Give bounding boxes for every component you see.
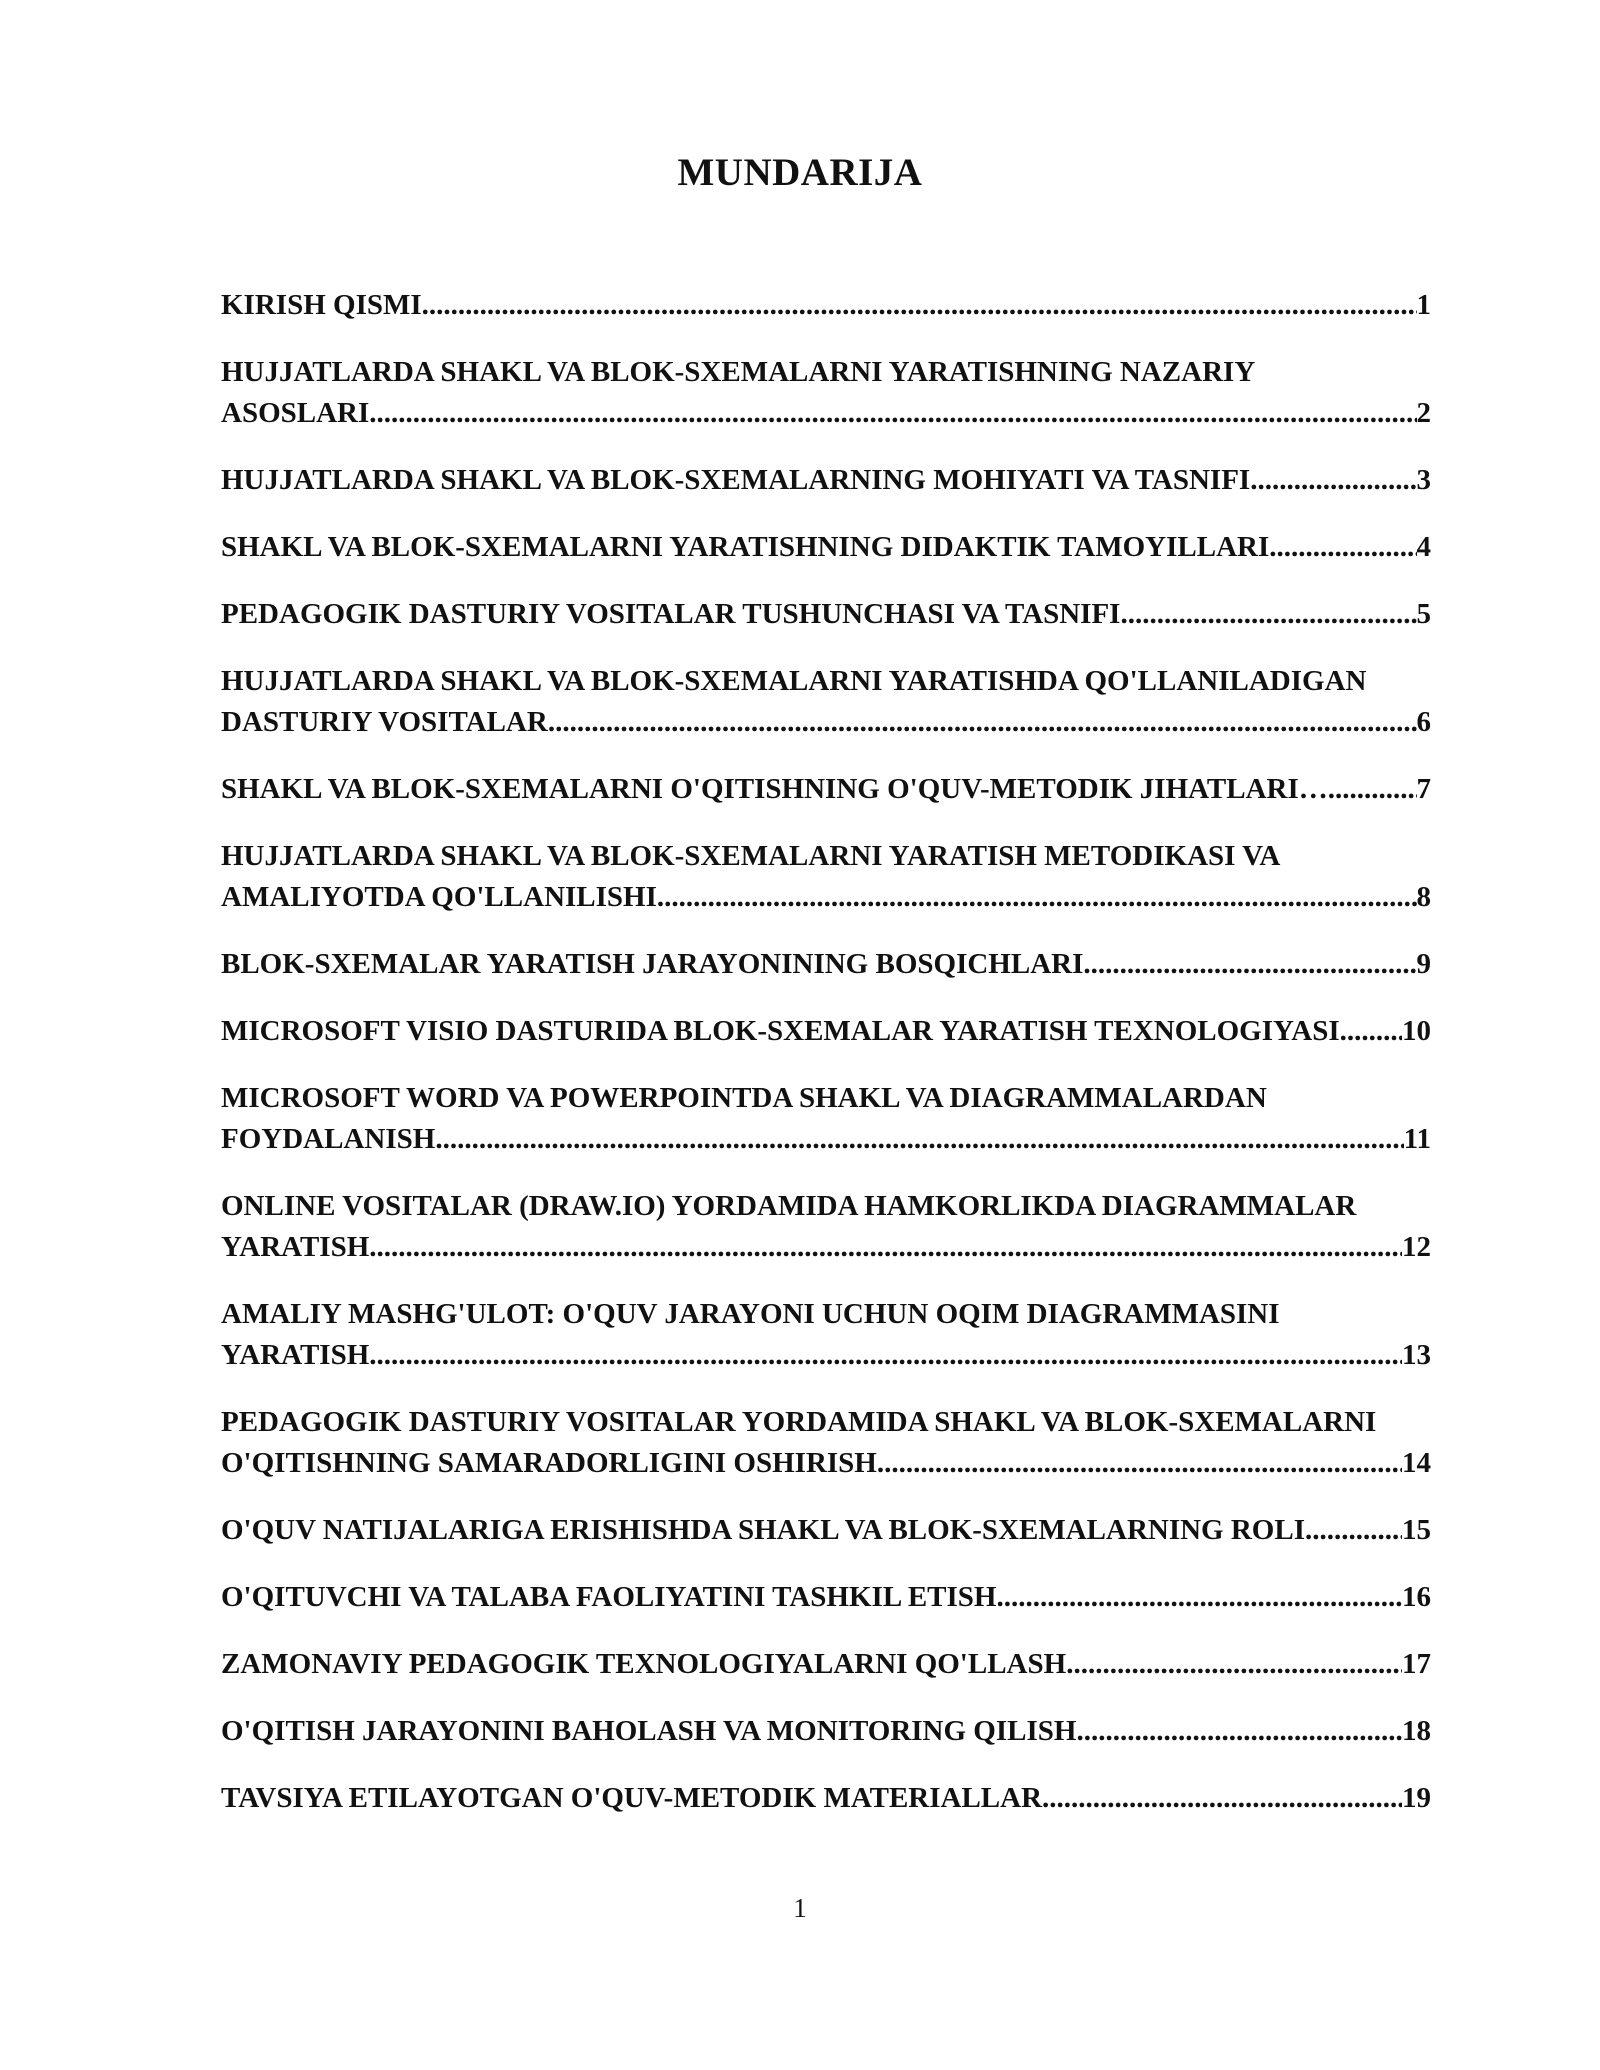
toc-entry-line xyxy=(221,460,1431,501)
toc-entry[interactable] xyxy=(221,1778,1431,1819)
toc-entry[interactable] xyxy=(221,1644,1431,1685)
toc-entry-line xyxy=(221,1443,1431,1484)
toc-entry[interactable] xyxy=(221,1402,1431,1484)
toc-dot-leader xyxy=(1250,460,1416,501)
toc-entry-title: FOYDALANISH xyxy=(221,1123,436,1155)
toc-dot-leader xyxy=(1120,594,1416,635)
toc-page-number: 3 xyxy=(1416,464,1431,496)
toc-page-number: 1 xyxy=(1416,289,1431,321)
toc-dot-leader xyxy=(1066,1644,1402,1685)
toc-entry[interactable] xyxy=(221,769,1431,810)
toc-page-number: 5 xyxy=(1416,598,1431,630)
toc-entry[interactable] xyxy=(221,944,1431,985)
toc-page-number: 7 xyxy=(1416,773,1431,805)
toc-entry-title: O'QITUVCHI VA TALABA FAOLIYATINI TASHKIL ETISH xyxy=(221,1581,997,1613)
toc-entry-line xyxy=(221,836,1431,877)
toc-entry-line xyxy=(221,1711,1431,1752)
toc-entry-line xyxy=(221,1227,1431,1268)
toc-dot-leader xyxy=(1076,1711,1402,1752)
toc-entry-title: HUJJATLARDA SHAKL VA BLOK-SXEMALARNI YARATISHDA QO'LLANILADIGAN xyxy=(221,665,1367,697)
toc-page-number: 13 xyxy=(1402,1339,1431,1371)
toc-entry[interactable] xyxy=(221,1294,1431,1376)
toc-entry-line xyxy=(221,1078,1431,1119)
toc-page-number: 16 xyxy=(1402,1581,1431,1613)
toc-entry-line xyxy=(221,594,1431,635)
toc-dot-leader xyxy=(1305,1510,1402,1551)
toc-page-number: 2 xyxy=(1416,397,1431,429)
toc-entry-title: MICROSOFT WORD VA POWERPOINTDA SHAKL VA DIAGRAMMALARDAN xyxy=(221,1082,1267,1114)
toc-entry[interactable] xyxy=(221,1711,1431,1752)
toc-entry-line xyxy=(221,1577,1431,1618)
toc-dot-leader xyxy=(369,1335,1402,1376)
toc-entry-title: PEDAGOGIK DASTURIY VOSITALAR TUSHUNCHASI VA TASNIFI xyxy=(221,598,1121,630)
page-number: 1 xyxy=(793,1893,807,1923)
toc-page-number: 11 xyxy=(1403,1123,1431,1155)
toc-page-number: 10 xyxy=(1402,1015,1431,1047)
toc-entry-line xyxy=(221,877,1431,918)
toc-dot-leader xyxy=(1042,1778,1402,1819)
toc-entry-title: ONLINE VOSITALAR (DRAW.IO) YORDAMIDA HAMKORLIKDA DIAGRAMMALAR xyxy=(221,1190,1357,1222)
toc-dot-leader xyxy=(877,1443,1402,1484)
toc-dot-leader xyxy=(996,1577,1402,1618)
toc-page-number: 14 xyxy=(1402,1447,1431,1479)
toc-entry-title: O'QITISH JARAYONINI BAHOLASH VA MONITORING QILISH xyxy=(221,1715,1077,1747)
page-title: MUNDARIJA xyxy=(677,151,923,194)
toc-entry-title: AMALIYOTDA QO'LLANILISHI xyxy=(221,881,657,913)
toc-entry[interactable] xyxy=(221,594,1431,635)
toc-entry-line xyxy=(221,1644,1431,1685)
toc-page-number: 19 xyxy=(1402,1782,1431,1814)
toc-entry[interactable] xyxy=(221,352,1431,434)
table-of-contents xyxy=(221,285,1431,1845)
toc-dot-leader xyxy=(1269,527,1416,568)
toc-entry-line xyxy=(221,769,1431,810)
toc-entry-line xyxy=(221,1011,1431,1052)
toc-entry-title: YARATISH xyxy=(221,1339,370,1371)
toc-entry-title: ZAMONAVIY PEDAGOGIK TEXNOLOGIYALARNI QO'LLASH xyxy=(221,1648,1067,1680)
toc-entry[interactable] xyxy=(221,1011,1431,1052)
toc-entry-title: YARATISH xyxy=(221,1231,370,1263)
toc-dot-leader xyxy=(1083,944,1416,985)
toc-page-number: 17 xyxy=(1402,1648,1431,1680)
toc-entry-title: PEDAGOGIK DASTURIY VOSITALAR YORDAMIDA SHAKL VA BLOK-SXEMALARNI xyxy=(221,1406,1377,1438)
toc-entry-line xyxy=(221,1294,1431,1335)
toc-page-number: 6 xyxy=(1416,706,1431,738)
toc-entry-title: SHAKL VA BLOK-SXEMALARNI O'QITISHNING O'QUV-METODIK JIHATLARI… xyxy=(221,773,1328,805)
toc-dot-leader xyxy=(369,393,1416,434)
toc-entry-title: TAVSIYA ETILAYOTGAN O'QUV-METODIK MATERIALLAR xyxy=(221,1782,1043,1814)
toc-entry-title: KIRISH QISMI xyxy=(221,289,422,321)
toc-entry-title: HUJJATLARDA SHAKL VA BLOK-SXEMALARNI YARATISHNING NAZARIY xyxy=(221,356,1256,388)
toc-entry[interactable] xyxy=(221,1577,1431,1618)
toc-dot-leader xyxy=(657,877,1417,918)
toc-entry-title: DASTURIY VOSITALAR xyxy=(221,706,548,738)
toc-dot-leader xyxy=(1328,769,1417,810)
toc-entry-line xyxy=(221,702,1431,743)
toc-entry-title: AMALIY MASHG'ULOT: O'QUV JARAYONI UCHUN OQIM DIAGRAMMASINI xyxy=(221,1298,1280,1330)
toc-entry-line xyxy=(221,1186,1431,1227)
toc-dot-leader xyxy=(422,285,1417,326)
toc-entry-line xyxy=(221,527,1431,568)
toc-entry-line xyxy=(221,944,1431,985)
toc-entry-title: SHAKL VA BLOK-SXEMALARNI YARATISHNING DIDAKTIK TAMOYILLARI xyxy=(221,531,1270,563)
toc-entry[interactable] xyxy=(221,527,1431,568)
toc-entry-title: HUJJATLARDA SHAKL VA BLOK-SXEMALARNI YARATISH METODIKASI VA xyxy=(221,840,1281,872)
toc-dot-leader xyxy=(1340,1011,1402,1052)
toc-entry-title: MICROSOFT VISIO DASTURIDA BLOK-SXEMALAR YARATISH TEXNOLOGIYASI xyxy=(221,1015,1340,1047)
toc-page-number: 12 xyxy=(1402,1231,1431,1263)
toc-page-number: 4 xyxy=(1416,531,1431,563)
toc-entry[interactable] xyxy=(221,1510,1431,1551)
toc-entry-line xyxy=(221,285,1431,326)
toc-entry[interactable] xyxy=(221,285,1431,326)
toc-entry-title: O'QUV NATIJALARIGA ERISHISHDA SHAKL VA BLOK-SXEMALARNING ROLI xyxy=(221,1514,1305,1546)
toc-entry-line xyxy=(221,661,1431,702)
toc-page-number: 18 xyxy=(1402,1715,1431,1747)
toc-page-number: 9 xyxy=(1416,948,1431,980)
toc-entry[interactable] xyxy=(221,836,1431,918)
toc-dot-leader xyxy=(435,1119,1403,1160)
toc-entry-line xyxy=(221,1778,1431,1819)
toc-entry-line xyxy=(221,1510,1431,1551)
toc-page-number: 15 xyxy=(1402,1514,1431,1546)
toc-entry-title: BLOK-SXEMALAR YARATISH JARAYONINING BOSQICHLARI xyxy=(221,948,1084,980)
toc-entry-line xyxy=(221,1335,1431,1376)
toc-entry[interactable] xyxy=(221,1078,1431,1160)
toc-entry-line xyxy=(221,352,1431,393)
toc-entry-line xyxy=(221,1119,1431,1160)
toc-entry-line xyxy=(221,393,1431,434)
toc-entry[interactable] xyxy=(221,1186,1431,1268)
toc-entry-title: ASOSLARI xyxy=(221,397,370,429)
toc-entry-title: HUJJATLARDA SHAKL VA BLOK-SXEMALARNING MOHIYATI VA TASNIFI xyxy=(221,464,1251,496)
toc-page-number: 8 xyxy=(1416,881,1431,913)
toc-entry-line xyxy=(221,1402,1431,1443)
toc-dot-leader xyxy=(369,1227,1402,1268)
toc-entry-title: O'QITISHNING SAMARADORLIGINI OSHIRISH xyxy=(221,1447,877,1479)
toc-dot-leader xyxy=(548,702,1417,743)
toc-entry[interactable] xyxy=(221,661,1431,743)
toc-entry[interactable] xyxy=(221,460,1431,501)
